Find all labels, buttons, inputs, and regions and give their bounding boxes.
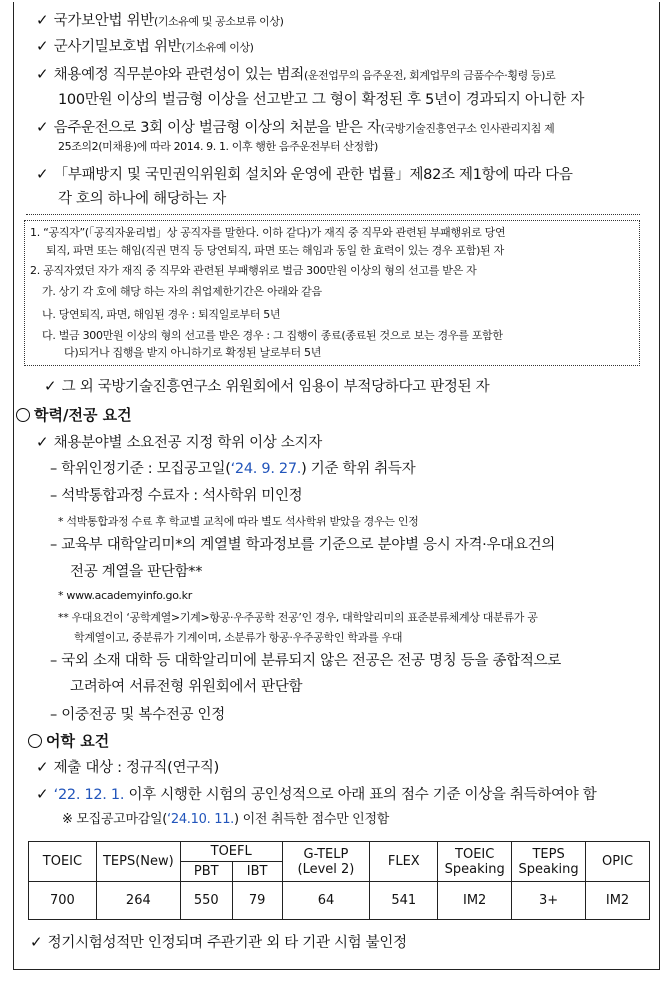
education-recognition: – 학위인정기준 : 모집공고일(‘24. 9. 27.) 기준 학위 취득자 [50, 461, 416, 477]
table-cell: IM2 [438, 882, 512, 920]
header-toefl: TOEFL [180, 842, 282, 862]
language-deadline: ※ 모집공고마감일(‘24.10. 11.) 이전 취득한 점수만 인정함 [62, 812, 389, 827]
header-ibt: IBT [232, 862, 282, 882]
footnote-da-line2: 다)되거나 집행을 받지 아니하기로 확정된 날로부터 5년 [64, 346, 322, 359]
table-cell: 700 [29, 882, 97, 920]
education-foreign-line2: 고려하여 서류전형 위원회에서 판단함 [70, 679, 303, 695]
table-cell: 264 [96, 882, 180, 920]
education-note-2-line2: 학계열이고, 중분류가 기계이며, 소분류가 항공·우주공학인 학과를 우대 [74, 631, 403, 644]
header-opic: OPIC [586, 842, 650, 882]
check-icon: ✓ [30, 933, 43, 951]
item-drunk-driving: ✓ 음주운전으로 3회 이상 벌금형 이상의 처분을 받은 자(국방기술진흥연구소 인사관리지침 제 [36, 118, 555, 136]
item-related-crime-line2: 100만원 이상의 벌금형 이상을 선고받고 그 형이 확정된 후 5년이 경과되지 아니한 자 [58, 92, 585, 108]
footnote-1: 1. “공직자”(「공직자윤리법」상 공직자를 말한다. 이하 같다)가 재직 중 직무와 관련된 부패행위로 당연 [30, 226, 506, 239]
item-drunk-driving-line2: 25조의2(미채용)에 따라 2014. 9. 1. 이후 행한 음주운전부터 산정함) [58, 140, 378, 153]
table-cell: IM2 [586, 882, 650, 920]
education-note-2: ** 우대요건이 ‘공학계열>기계>항공·우주공학 전공’인 경우, 대학알리미의 표준분류체계상 대분류가 공 [58, 611, 538, 624]
item-anti-corruption: ✓ 「부패방지 및 국민권익위원회 설치와 운영에 관한 법률」제82조 제1항에 따라 다음 [36, 165, 573, 183]
table-cell: 541 [370, 882, 438, 920]
footnote-1-line2: 퇴직, 파면 또는 해임(직권 면직 등 당연퇴직, 파면 또는 해임과 동일 한 효력이 있는 경우 포함)된 자 [46, 244, 504, 257]
table-cell: 3+ [512, 882, 586, 920]
header-toeic-speaking: TOEIC Speaking [438, 842, 512, 882]
item-anti-corruption-line2: 각 호의 하나에 해당하는 자 [58, 191, 227, 207]
header-pbt: PBT [180, 862, 232, 882]
footnote-da: 다. 벌금 300만원 이상의 형의 선고를 받은 경우 : 그 집행이 종료(종료된 것으로 보는 경우를 포함한 [42, 329, 503, 342]
education-integrated: – 석박통합과정 수료자 : 석사학위 미인정 [50, 488, 303, 504]
language-official-only: ✓ 정기시험성적만 인정되며 주관기관 외 타 기관 시험 불인정 [30, 933, 407, 951]
circle-bullet-icon [16, 408, 30, 422]
item-national-security: ✓ 국가보안법 위반(기소유예 및 공소보류 이상) [36, 11, 284, 29]
education-degree: ✓ 채용분야별 소요전공 지정 학위 이상 소지자 [36, 433, 322, 451]
education-foreign: – 국외 소재 대학 등 대학알리미에 분류되지 않은 전공은 전공 명칭 등을 종합적으로 [50, 653, 561, 669]
item-committee: ✓ 그 외 국방기술진흥연구소 위원회에서 임용이 부적당하다고 판정된 자 [44, 377, 490, 395]
check-icon: ✓ [36, 37, 49, 55]
check-icon: ✓ [36, 11, 49, 29]
education-url: * www.academyinfo.go.kr [58, 589, 192, 602]
footnote-ga: 가. 상기 각 호에 해당 하는 자의 취업제한기간은 아래와 같음 [42, 285, 322, 298]
table-cell: 64 [282, 882, 370, 920]
item-military-secrets: ✓ 군사기밀보호법 위반(기소유예 이상) [36, 37, 254, 55]
check-icon: ✓ [44, 377, 57, 395]
language-target: ✓ 제출 대상 : 정규직(연구직) [36, 758, 219, 776]
footnote-2: 2. 공직자였던 자가 재직 중 직무와 관련된 부패행위로 벌금 300만원 이상의 형의 선고를 받은 자 [30, 264, 477, 277]
education-moe-line2: 전공 계열을 판단함** [70, 564, 203, 580]
check-icon: ✓ [36, 118, 49, 136]
item-related-crime: ✓ 채용예정 직무분야와 관련성이 있는 범죄(운전업무의 음주운전, 회계업무의 금품수수·횡령 등)로 [36, 65, 556, 83]
language-scores: ✓ ‘22. 12. 1. 이후 시행한 시험의 공인성적으로 아래 표의 점수 기준 이상을 취득하여야 함 [36, 785, 597, 803]
education-integrated-note: * 석박통합과정 수료 후 학교별 교칙에 따라 별도 석사학위 받았을 경우는 인정 [58, 515, 419, 528]
check-icon: ✓ [36, 785, 49, 803]
education-moe: – 교육부 대학알리미*의 계열별 학과정보를 기준으로 분야별 응시 자격·우대요건의 [50, 537, 556, 553]
dotted-separator [26, 214, 640, 215]
table-cell: 79 [232, 882, 282, 920]
header-flex: FLEX [370, 842, 438, 882]
footnote-na: 나. 당연퇴직, 파면, 해임된 경우 : 퇴직일로부터 5년 [42, 308, 281, 321]
section-language-heading: 어학 요건 [28, 731, 109, 751]
header-toeic: TOEIC [29, 842, 97, 882]
header-gtelp: G-TELP (Level 2) [282, 842, 370, 882]
language-score-table [28, 841, 650, 920]
header-teps-speaking: TEPS Speaking [512, 842, 586, 882]
circle-bullet-icon [28, 734, 42, 748]
check-icon: ✓ [36, 433, 49, 451]
check-icon: ✓ [36, 65, 49, 83]
education-double-major: – 이중전공 및 복수전공 인정 [50, 707, 225, 723]
section-education-heading: 학력/전공 요건 [16, 405, 132, 425]
check-icon: ✓ [36, 165, 49, 183]
table-cell: 550 [180, 882, 232, 920]
header-teps: TEPS(New) [96, 842, 180, 882]
check-icon: ✓ [36, 758, 49, 776]
